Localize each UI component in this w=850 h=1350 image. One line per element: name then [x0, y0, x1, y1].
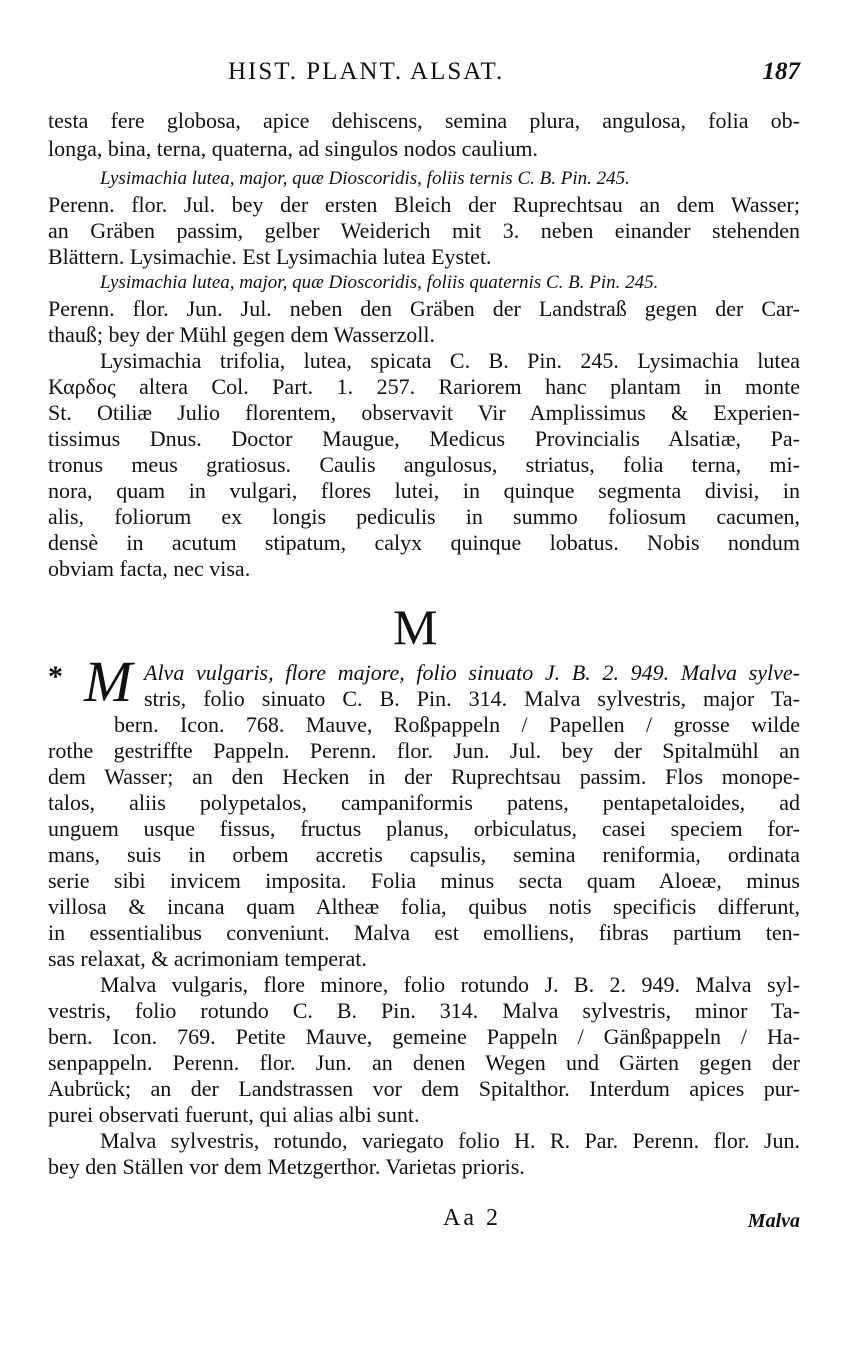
text-line: stris, folio sinuato C. B. Pin. 314. Malva sylvestris, major Ta- [144, 686, 800, 711]
text-line: serie sibi invicem imposita. Folia minus secta quam Aloeæ, minus [48, 868, 800, 893]
text-line: tissimus Dnus. Doctor Maugue, Medicus Provincialis Alsatiæ, Pa- [48, 426, 800, 451]
text-line: Καρδος altera Col. Part. 1. 257. Rariorem hanc plantam in monte [48, 374, 800, 399]
text-line: vestris, folio rotundo C. B. Pin. 314. Malva sylvestris, minor Ta- [48, 998, 800, 1023]
text-line: thauß; bey der Mühl gegen dem Wasserzoll. [48, 322, 435, 347]
running-header [48, 58, 800, 94]
text-line: bern. Icon. 769. Petite Mauve, gemeine Pappeln / Gänßpappeln / Ha- [48, 1024, 800, 1049]
text-line: Lysimachia trifolia, lutea, spicata C. B. Pin. 245. Lysimachia lutea [100, 348, 800, 373]
synonym-line: Lysimachia lutea, major, quæ Dioscoridis, foliis ternis C. B. Pin. 245. [100, 168, 630, 189]
text-line: Blättern. Lysimachie. Est Lysimachia lutea Eystet. [48, 244, 492, 269]
text-line: in essentialibus conveniunt. Malva est emolliens, fibras partium ten- [48, 920, 800, 945]
running-title: HIST. PLANT. ALSAT. [228, 58, 505, 85]
text-line: dem Wasser; an den Hecken in der Ruprechtsau passim. Flos monope- [48, 764, 800, 789]
text-line: Alva vulgaris, flore majore, folio sinuato J. B. 2. 949. Malva sylve- [144, 660, 800, 685]
text-line: purei observati fuerunt, qui alias albi sunt. [48, 1102, 420, 1127]
signature-mark: Aa 2 [443, 1205, 501, 1231]
text-line: bern. Icon. 768. Mauve, Roßpappeln / Papellen / grosse wilde [114, 712, 800, 737]
synonym-line: Lysimachia lutea, major, quæ Dioscoridis, foliis quaternis C. B. Pin. 245. [100, 272, 659, 293]
text-line: nora, quam in vulgari, flores lutei, in quinque segmenta divisi, in [48, 478, 800, 503]
text-line: tronus meus gratiosus. Caulis angulosus, striatus, folia terna, mi- [48, 452, 800, 477]
catchword: Malva [747, 1210, 800, 1232]
text-line: Perenn. flor. Jun. Jul. neben den Gräben der Landstraß gegen der Car- [48, 296, 800, 321]
text-line: obviam facta, nec visa. [48, 556, 251, 581]
text-line: testa fere globosa, apice dehiscens, semina plura, angulosa, folia ob- [48, 108, 800, 133]
text-line: senpappeln. Perenn. flor. Jun. an denen Wegen und Gärten gegen der [48, 1050, 800, 1075]
text-line: Perenn. flor. Jul. bey der ersten Bleich der Ruprechtsau an dem Wasser; [48, 192, 800, 217]
text-line: an Gräben passim, gelber Weiderich mit 3. neben einander stehenden [48, 218, 800, 243]
section-heading: M [393, 599, 438, 655]
page-number: 187 [762, 58, 800, 85]
text-line: mans, suis in orbem accretis capsulis, semina reniformia, ordinata [48, 842, 800, 867]
text-line: longa, bina, terna, quaterna, ad singulos nodos caulium. [48, 136, 538, 161]
text-line: rothe gestriffte Pappeln. Perenn. flor. Jun. Jul. bey der Spitalmühl an [48, 738, 800, 763]
text-line: sas relaxat, & acrimoniam temperat. [48, 946, 367, 971]
text-line: Malva vulgaris, flore minore, folio rotundo J. B. 2. 949. Malva syl- [100, 972, 800, 997]
text-line: Aubrück; an der Landstrassen vor dem Spitalthor. Interdum apices pur- [48, 1076, 800, 1101]
text-line: St. Otiliæ Julio florentem, observavit Vir Amplissimus & Experien- [48, 400, 800, 425]
text-line: villosa & incana quam Altheæ folia, quibus notis specificis differunt, [48, 894, 800, 919]
text-line: densè in acutum stipatum, calyx quinque lobatus. Nobis nondum [48, 530, 800, 555]
asterisk-marker: * [48, 660, 63, 693]
text-line: unguem usque fissus, fructus planus, orbiculatus, casei speciem for- [48, 816, 800, 841]
text-line: talos, aliis polypetalos, campaniformis patens, pentapetaloides, ad [48, 790, 800, 815]
text-line: alis, foliorum ex longis pediculis in summo foliosum cacumen, [48, 504, 800, 529]
text-line: Malva sylvestris, rotundo, variegato folio H. R. Par. Perenn. flor. Jun. [100, 1128, 800, 1153]
text-line: bey den Ställen vor dem Metzgerthor. Varietas prioris. [48, 1154, 525, 1179]
page [48, 0, 800, 1350]
drop-capital: M [84, 649, 133, 714]
